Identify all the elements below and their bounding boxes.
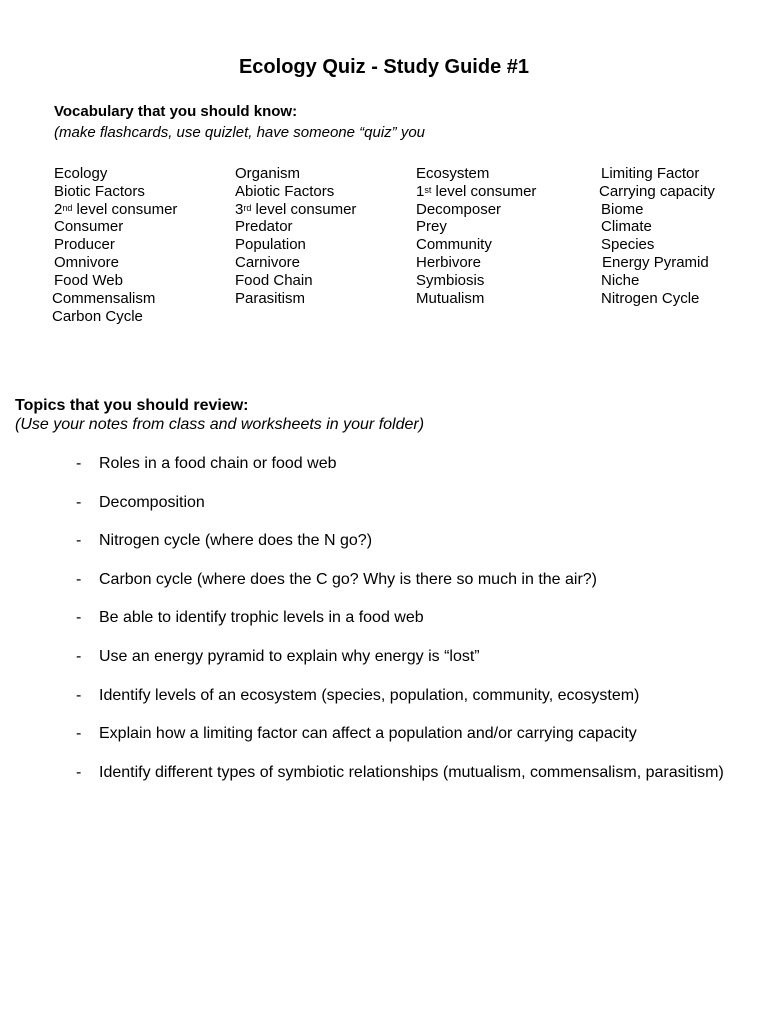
vocab-term-text: level consumer [431, 183, 537, 200]
topic-item [76, 494, 205, 512]
vocab-term: Symbiosis [416, 272, 485, 289]
topics-heading: Topics that you should review: [15, 397, 249, 414]
vocab-term: Parasitism [235, 290, 306, 307]
vocab-heading: Vocabulary that you should know: [54, 103, 298, 120]
vocab-term-number: 2 [54, 201, 63, 218]
vocab-term [54, 201, 177, 219]
vocab-term-number: 1 [416, 183, 425, 200]
vocab-term: Omnivore [54, 254, 120, 271]
vocab-term: Carrying capacity [599, 183, 715, 200]
topic-text: Roles in a food chain or food web [99, 455, 337, 472]
vocab-term-text: level consumer [72, 201, 178, 218]
vocab-term: Decomposer [416, 201, 502, 218]
bullet-dash: - [76, 455, 82, 472]
topic-text: Explain how a limiting factor can affect a population and/or carrying capacity [99, 725, 637, 742]
vocab-term [416, 183, 536, 201]
vocab-term-ordinal: rd [243, 203, 252, 213]
topic-text: Identify different types of symbiotic relationships (mutualism, commensalism, parasitism) [99, 764, 724, 781]
vocab-term: Climate [601, 218, 652, 235]
vocab-term: Biotic Factors [54, 183, 145, 200]
vocab-term: Energy Pyramid [602, 254, 709, 271]
vocab-term: Food Chain [235, 272, 313, 289]
vocab-term: Commensalism [52, 290, 156, 307]
vocab-term: Nitrogen Cycle [601, 290, 700, 307]
topic-item [76, 571, 597, 589]
bullet-dash: - [76, 687, 82, 704]
vocab-subheading: (make flashcards, use quizlet, have someone “quiz” you [54, 124, 426, 141]
topic-item [76, 687, 639, 705]
vocab-term: Predator [235, 218, 293, 235]
topics-subheading: (Use your notes from class and worksheets in your folder) [15, 416, 425, 433]
vocab-term-number: 3 [235, 201, 244, 218]
vocab-term: Community [416, 236, 492, 253]
vocab-term: Herbivore [416, 254, 482, 271]
bullet-dash: - [76, 571, 82, 588]
vocab-term: Species [601, 236, 655, 253]
bullet-dash: - [76, 609, 82, 626]
topic-text: Carbon cycle (where does the C go? Why is there so much in the air?) [99, 571, 598, 588]
topic-text: Nitrogen cycle (where does the N go?) [99, 532, 373, 549]
vocab-term [235, 201, 356, 219]
topic-item [76, 609, 424, 627]
vocab-term: Ecology [54, 165, 108, 182]
vocab-term-text: level consumer [251, 201, 357, 218]
vocab-term-ordinal: nd [62, 203, 73, 213]
vocab-term: Food Web [54, 272, 123, 289]
topic-item [76, 455, 336, 473]
bullet-dash: - [76, 764, 82, 781]
vocab-term: Niche [601, 272, 640, 289]
vocab-term: Biome [601, 201, 644, 218]
topic-text: Use an energy pyramid to explain why energy is “lost” [99, 648, 480, 665]
vocab-term: Population [235, 236, 306, 253]
vocab-term: Producer [54, 236, 115, 253]
topic-item [76, 764, 724, 782]
bullet-dash: - [76, 725, 82, 742]
topic-text: Identify levels of an ecosystem (species, population, community, ecosystem) [99, 687, 640, 704]
vocab-term: Organism [235, 165, 301, 182]
vocab-term: Limiting Factor [601, 165, 700, 182]
page-title: Ecology Quiz - Study Guide #1 [238, 56, 530, 78]
vocab-term: Carbon Cycle [52, 308, 143, 325]
vocab-term: Carnivore [235, 254, 301, 271]
vocab-term: Abiotic Factors [235, 183, 335, 200]
topic-item [76, 648, 480, 666]
vocab-term: Consumer [54, 218, 124, 235]
topic-item [76, 532, 372, 550]
topic-text: Decomposition [99, 494, 205, 511]
topic-item [76, 725, 637, 743]
vocab-term: Ecosystem [416, 165, 490, 182]
bullet-dash: - [76, 648, 82, 665]
vocab-term: Prey [416, 218, 447, 235]
bullet-dash: - [76, 494, 82, 511]
bullet-dash: - [76, 532, 82, 549]
topic-text: Be able to identify trophic levels in a food web [99, 609, 424, 626]
vocab-term: Mutualism [416, 290, 485, 307]
vocab-term-ordinal: st [424, 185, 432, 195]
